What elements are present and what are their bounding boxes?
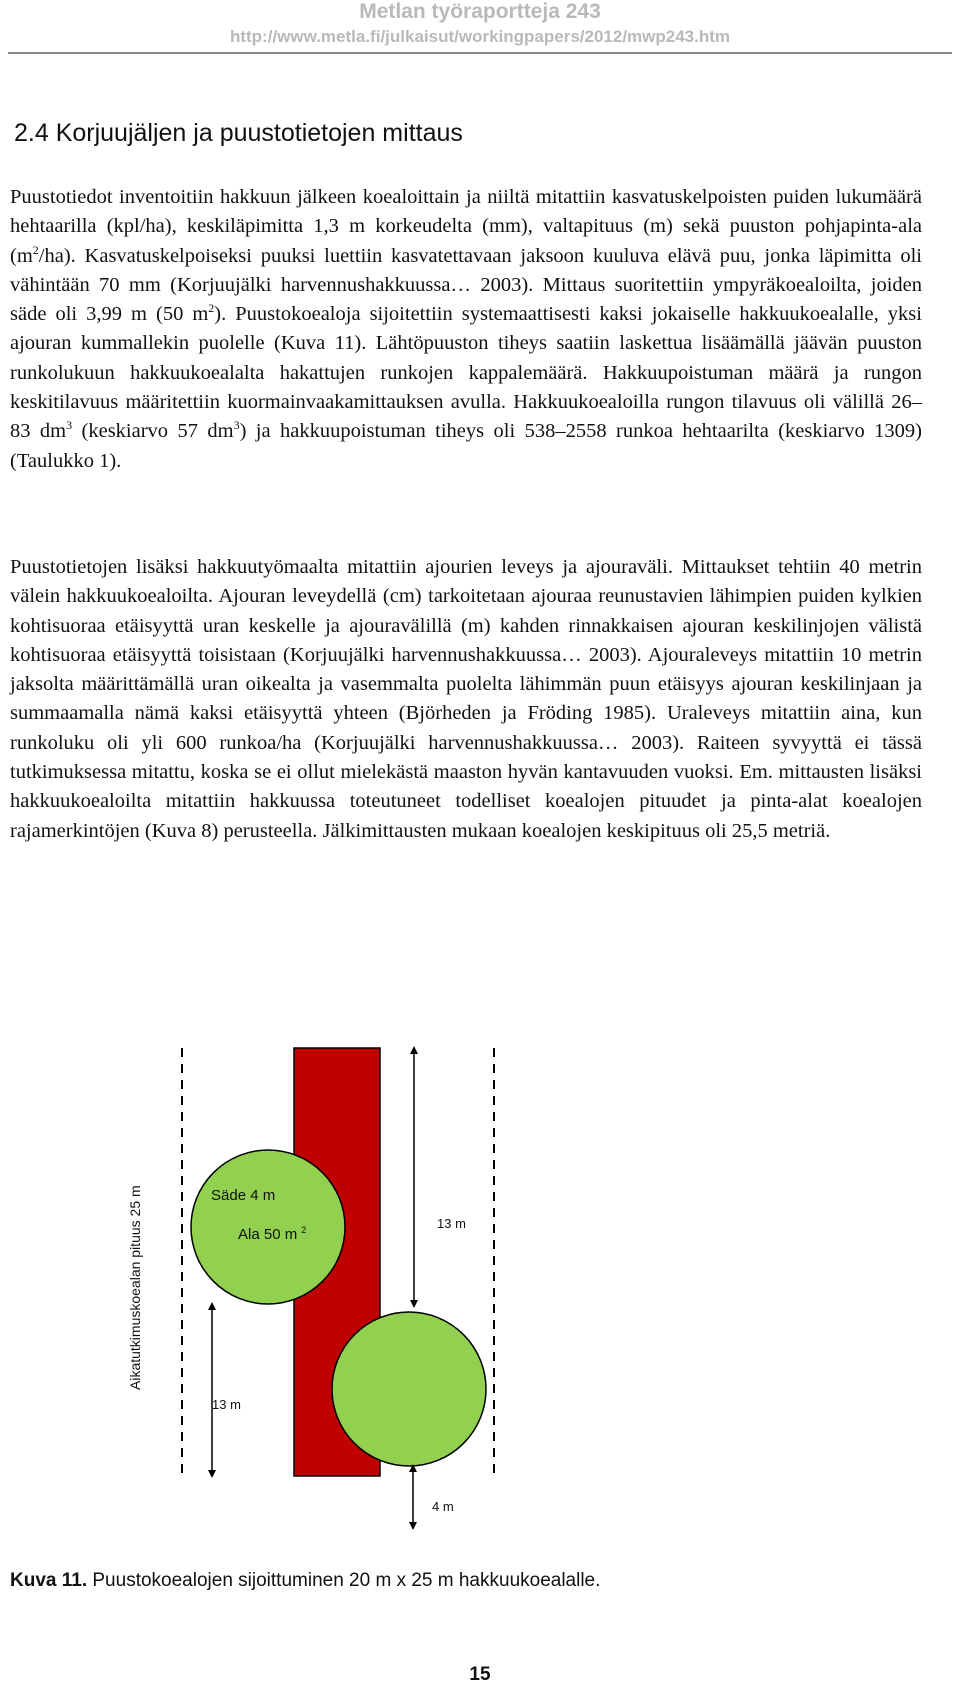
p1-text-a: Puustotiedot inventoitiin hakkuun jälkeen koealoittain ja niiltä mitattiin kasvatuskelpoisten puiden lukumäärä hehtaarilla (kpl/ha), keskiläpimitta 1,3 m korkeudelta (mm), valtapituus (m) sekä puuston pohjapinta-ala (m (10, 186, 922, 267)
p1-text-e: ) ja hakkuupoistuman tiheys oli 538–2558 runkoa hehtaarilta (keskiarvo 1309) (Taulukko 1). (10, 420, 922, 472)
plot-circle-bottom (332, 1312, 486, 1466)
figure-caption (10, 1570, 600, 1592)
running-header-url[interactable]: http://www.metla.fi/julkaisut/workingpapers/2012/mwp243.htm (229, 27, 731, 46)
p1-sup-b: 2 (208, 301, 215, 316)
running-header-series: Metlan työraportteja 243 (359, 0, 601, 23)
p1-sup-d: 3 (233, 418, 240, 433)
label-dist-bottom: 4 m (432, 1499, 454, 1514)
caption-text: Puustokoealojen sijoittuminen 20 m x 25 m hakkuukoealalle. (87, 1570, 601, 1591)
label-dist-top-right: 13 m (437, 1216, 466, 1231)
section-title: 2.4 Korjuujäljen ja puustotietojen mittaus (14, 119, 463, 147)
label-radius: Säde 4 m (211, 1187, 276, 1204)
label-vertical-length: Aikatutkimuskoealan pituus 25 m (127, 1185, 143, 1390)
paragraph-ajourat: Puustotietojen lisäksi hakkuutyömaalta mitattiin ajourien leveys ja ajouraväli. Mittaukset tehtiin 40 metrin välein hakkuukoealoilta. Ajouran leveydellä (cm) tarkoitetaan ajouraa reunustavien lähimpien puiden kylkien kohtisuoraa etäisyyttä uran keskelle ja ajouravälillä (m) kahden rinnakkaisen ajouran keskilinjojen välistä kohtisuoraa etäisyyttä toisistaan (Korjuujälki harvennushakkuussa… 2003). Ajouraleveys mitattiin 10 metrin jaksolta määrittämällä uran oikealta ja vasemmalta puolelta lähimmän puun etäisyys ajouran keskilinjaan ja summaamalla nämä kaksi etäisyyttä yhteen (Björheden ja Fröding 1985). Uraleveys mitattiin aina, kun runkoluku oli yli 600 runkoa/ha (Korjuujälki harvennushakkuussa… 2003). Raiteen syvyyttä ei tässä tutkimuksessa mitattu, koska se ei ollut mielekästä maaston hyvän kantavuuden vuoksi. Em. mittausten lisäksi hakkuukoealoilta mitattiin hakkuussa toteutuneet todelliset koealojen pituudet ja pinta-alat koealojen rajamerkintöjen (Kuva 8) perusteella. Jälkimittausten mukaan koealojen keskipituus oli 25,5 metriä. (10, 556, 922, 842)
p1-text-b: /ha). Kasvatuskelpoiseksi puuksi luettiin kasvatettavaan jaksoon kuuluva elävä puu, jonka läpimitta oli vähintään 70 mm (Korjuujälki harvennushakkuussa… 2003). Mittaus suoritettiin ympyräkoealoilta, joiden säde oli 3,99 m (50 m (10, 244, 922, 326)
p1-text-d: (keskiarvo 57 dm (72, 420, 234, 443)
p1-sup-c: 3 (66, 418, 73, 433)
label-area: Ala 50 m $^2$ (238, 1225, 307, 1243)
label-dist-left: 13 m (212, 1397, 241, 1412)
caption-label: Kuva 11. (10, 1570, 88, 1591)
page-number: 15 (469, 1664, 491, 1685)
p1-sup-a: 2 (32, 242, 39, 257)
p1-text-c: ). Puustokoealoja sijoitettiin systemaattisesti kaksi jokaiselle hakkuukoealalle, yksi ajouran kummallekin puolelle (Kuva 11). Lähtöpuuston tiheys saatiin laskettua lisäämällä jäävän puuston runkolukuun hakkuukoealalta hakattujen runkojen kappalemäärä. Hakkuupoistuman määrä ja rungon keskitilavuus määritettiin kuormainvaakamittauksen avulla. Hakkuukoealoilla rungon tilavuus oli välillä 26–83 dm (10, 303, 922, 443)
